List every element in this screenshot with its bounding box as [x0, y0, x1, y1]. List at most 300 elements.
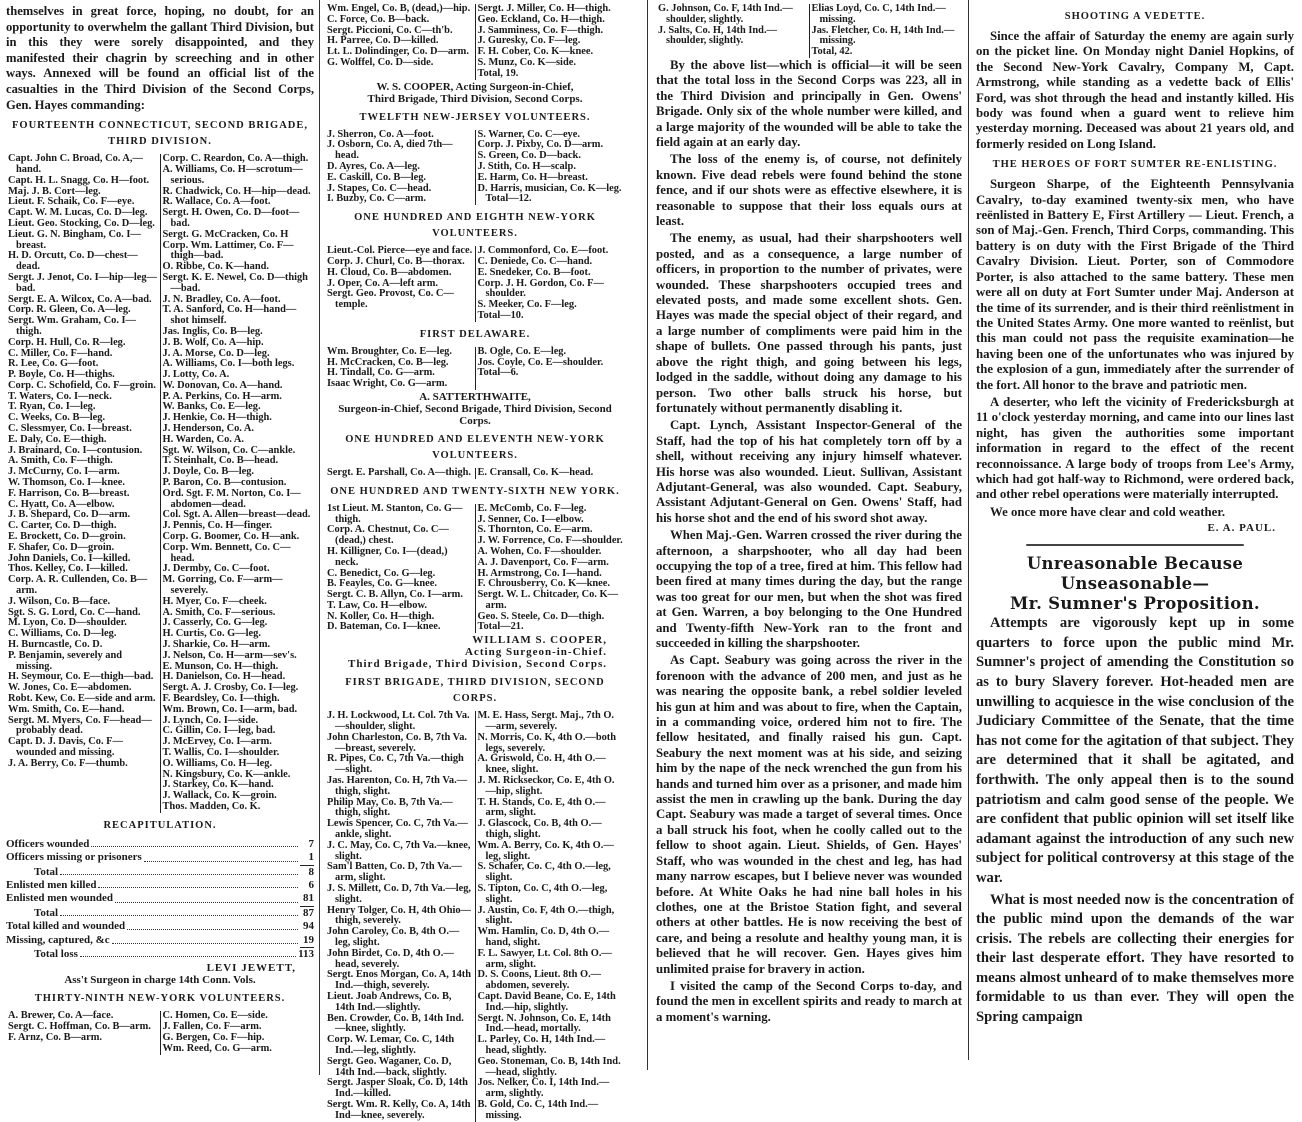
casualty-entry: C. Gillin, Co. I—leg, bad.: [162, 725, 276, 737]
casualty-entry: T. Wallis, Co. I—shoulder.: [162, 746, 280, 758]
casualty-list: [325, 246, 625, 322]
casualty-entry: Capt. H. L. Snagg, Co. H—foot.: [8, 174, 150, 186]
column-1: [6, 4, 314, 1076]
casualty-list-right-column: [476, 468, 626, 479]
paragraph: Since the affair of Saturday the enemy are again surly on the picket line. On Monday night Daniel Hopkins, of the Second New-York Cavalry, Company M, Capt. Armstrong, while standing as a vedette back of Ellis' Ford, was shot through the head and instantly killed. His body was found when a guard went to relieve him yesterday morning. Deceased was about 21 years old, and formerly resided on Long Island.: [976, 29, 1294, 151]
casualty-entry: Sgt. S. G. Lord, Co. C—hand.: [8, 606, 141, 618]
casualty-entry: J. Wilson, Co. B—face.: [8, 595, 111, 607]
casualty-entry: Wm. Smith, Co. E—hand.: [8, 703, 125, 715]
casualty-entry: S. Tipton, Co. C, 4th O.—leg, slight.: [477, 883, 608, 905]
casualty-entry: B. Gold, Co. C, 14th Ind.—missing.: [477, 1098, 599, 1121]
casualty-entry: Ben. Crowder, Co. B, 14th Ind.—knee, slightly.: [327, 1012, 464, 1035]
casualty-entry: W. Donovan, Co. A—hand.: [162, 379, 283, 391]
casualty-entry: G. Bergen, Co. F—hip.: [162, 1032, 265, 1044]
recap-label: Total: [34, 906, 59, 919]
casualty-entry: P. A. Perkins, Co. H—arm.: [162, 390, 282, 402]
recap-label: Enlisted men wounded: [6, 892, 113, 905]
casualty-entry: 1st Lieut. M. Stanton, Co. G—thigh.: [327, 502, 463, 525]
casualty-entry: Wm. Hamlin, Co. D, 4th O.—hand, slight.: [477, 926, 610, 949]
casualty-entry: Lt. L. Dolindinger, Co. D—arm.: [327, 46, 469, 58]
casualty-entry: J. Stapes, Co. C—head.: [327, 182, 432, 194]
signature-line: W. S. COOPER, Acting Surgeon-in-Chief,: [376, 80, 574, 93]
casualty-list-right-column: [161, 154, 315, 813]
casualty-entry: H. McCracken, Co. B—leg.: [327, 356, 449, 368]
paragraph: I visited the camp of the Second Corps to-day, and found the men in excellent spirits and ready to march at a moment's warning.: [656, 978, 962, 1024]
casualty-entry: J. Glascock, Co. B, 4th O.—thigh, slight.: [477, 818, 602, 841]
column-4: [976, 4, 1294, 1076]
casualty-entry: Jas. Fletcher, Co. H, 14th Ind.—missing.: [811, 24, 955, 47]
casualty-entry: Sergt. Jasper Sloak, Co. D, 14th Ind.—killed.: [327, 1077, 468, 1100]
dot-leader: [60, 907, 298, 916]
casualty-list-right-column: [476, 711, 626, 1121]
section-heading: RECAPITULATION.: [103, 819, 217, 831]
casualty-entry: E. Brockett, Co. D—groin.: [8, 531, 126, 543]
casualty-entry: C. Hyatt, Co. A—elbow.: [8, 498, 115, 510]
editorial-headline: [976, 554, 1294, 614]
casualty-entry: Capt. D. J. Davis, Co. F—wounded and missing.: [8, 736, 123, 758]
recap-row: [6, 934, 314, 948]
casualty-entry: P. Baron, Co. B—contusion.: [162, 477, 287, 489]
casualty-entry: Sergt. E. Parshall, Co. A—thigh.: [327, 466, 472, 478]
casualty-list: [325, 468, 625, 479]
casualty-entry: Sergt. Wm. R. Kelly, Co. A, 14th Ind—knee, severely.: [327, 1098, 471, 1121]
casualty-entry: Sergt. C. B. Allyn, Co. I—arm.: [327, 589, 463, 601]
casualty-entry: T. Waters, Co. I—neck.: [8, 390, 112, 402]
casualty-entry: J. H. Lockwood, Lt. Col. 7th Va.—shoulder, slight.: [327, 710, 470, 733]
casualty-entry: Sergt. Geo. Waganer, Co. D, 14th Ind.—back, slightly.: [327, 1055, 452, 1078]
casualty-entry: T. Ryan, Co. I—leg.: [8, 401, 96, 413]
casualty-entry: J. Sharkie, Co. H—arm.: [162, 639, 271, 651]
casualty-entry: Corp. A. R. Cullenden, Co. B—arm.: [8, 574, 148, 597]
recap-value: 81: [300, 892, 314, 906]
recap-row: [6, 948, 314, 961]
casualty-list-left-column: [6, 1011, 161, 1054]
casualty-entry: O. Ribbe, Co. K—hand.: [162, 261, 270, 273]
column-2: [325, 3, 625, 1121]
recap-value: 6: [308, 878, 314, 891]
casualty-list: [325, 711, 625, 1121]
casualty-entry: Sergt. Enos Morgan, Co. A, 14th Ind.—thigh, severely.: [327, 969, 472, 992]
paragraph: What is most needed now is the concentration of the public mind upon the demands of the war crisis. The rebels are collecting their energies for their last desperate effort. They have resorted to means almost unheard of to make themselves more formidable to us than ever. They will open the Spring campaign: [976, 891, 1294, 1026]
recapitulation-table: [6, 838, 314, 962]
casualty-list-right-column: [476, 347, 626, 390]
casualty-list-left-column: [325, 4, 476, 80]
recap-value: 94: [303, 920, 314, 933]
signature-line: Acting Surgeon-in-Chief.: [465, 646, 607, 659]
casualty-entry: Sergt. J. Miller, Co. H—thigh.: [477, 3, 611, 14]
casualty-entry: C. Deniede, Co. C—hand.: [477, 255, 593, 267]
recap-value: 7: [308, 837, 314, 850]
signature: [6, 962, 314, 986]
casualty-entry: A. Smith, Co. F—thigh.: [8, 455, 113, 467]
paragraph: Capt. Lynch, Assistant Inspector-General of the Staff, had the top of his hat completely torn off by a shell, without receiving any injury himself whatever. His horse was also wounded. Lieut. Sullivan, Assistant Adjutant-General, was also wounded. Capt. Seabury, Assistant Adjutant-General on Gen. Owens' Staff, had his horse shot and the end of his sword shot away.: [656, 418, 962, 525]
casualty-entry: John Caroley, Co. B, 4th O.—leg, slight.: [327, 926, 460, 949]
recap-label: Total loss: [34, 948, 78, 961]
casualty-entry: Jos. Coyle, Co. E—shoulder.: [477, 356, 604, 368]
recap-value: 1: [300, 851, 314, 865]
casualty-entry: J. Lotty, Co. A.: [162, 369, 230, 381]
casualty-list: [656, 4, 962, 58]
casualty-entry: Sergt. N. Johnson, Co. E, 14th Ind.—head, mortally.: [477, 1012, 611, 1035]
casualty-entry: Robt. Kew, Co. E—side and arm.: [8, 693, 156, 704]
casualty-entry: Sergt. A. J. Crosby, Co. I—leg.: [162, 682, 299, 694]
casualty-entry: E. Daly, Co. E—thigh.: [8, 433, 107, 445]
casualty-entry: Sergt. Geo. Provost, Co. C—temple.: [327, 288, 454, 311]
signature-line: LEVI JEWETT,: [206, 962, 296, 975]
paragraph: The loss of the enemy is, of course, not definitely known. Five dead rebels were found behind the stone fence, and if our shots were as effective elsewhere, it is reasonable to suppose that their loss equals ours at least.: [656, 152, 962, 229]
casualty-entry: J. Samminess, Co. F—thigh.: [477, 24, 604, 36]
headline-line: Mr. Sumner's Proposition.: [1010, 594, 1260, 614]
dot-leader: [112, 934, 298, 944]
casualty-entry: John Daniels, Co. I—killed.: [8, 552, 131, 564]
casualty-entry: T. A. Sanford, Co. H—hand—shot himself.: [162, 304, 297, 327]
casualty-entry: J. Sherron, Co. A—foot.: [327, 128, 434, 140]
casualty-list: [325, 347, 625, 390]
casualty-entry: O. Williams, Co. H—leg.: [162, 757, 273, 769]
casualty-entry: H. Seymour, Co. E—thigh—bad.: [8, 671, 154, 683]
casualty-list-left-column: [325, 347, 476, 390]
casualty-entry: S. Schafer, Co. C, 4th O.—leg, slight.: [477, 861, 611, 884]
signature-line: Third Brigade, Third Division, Second Corps.: [348, 658, 607, 671]
dot-leader: [127, 920, 298, 929]
casualty-entry: C. Force, Co. B—back.: [327, 13, 430, 25]
casualty-entry: Sergt. J. Jenot, Co. I—hip—leg—bad.: [8, 271, 157, 294]
casualty-entry: Sergt. W. L. Chitcader, Co. K—arm.: [477, 589, 618, 611]
casualty-entry: J. Doyle, Co. B—leg.: [162, 466, 254, 478]
casualty-entry: A. Griswold, Co. H, 4th O.—knee, slight.: [477, 753, 606, 776]
dot-leader: [98, 879, 298, 888]
recap-row: [6, 907, 314, 920]
recap-value: 19: [300, 934, 314, 948]
recap-label: Enlisted men killed: [6, 878, 97, 891]
signature-line: WILLIAM S. COOPER,: [472, 634, 607, 647]
casualty-entry: John Birdet, Co. D, 4th O.—head, severely.: [327, 947, 454, 970]
casualty-entry: Sgt. W. Wilson, Co. C—ankle.: [162, 444, 296, 456]
casualty-entry: Elias Loyd, Co. C, 14th Ind.—missing.: [811, 3, 946, 25]
casualty-entry: H. Burncastle, Co. D.: [8, 639, 103, 651]
casualty-list-right-column: [476, 246, 626, 322]
casualty-entry: Henry Tolger, Co. H, 4th Ohio—thigh, severely.: [327, 904, 471, 927]
casualty-entry: J. Henkie, Co. H—thigh.: [162, 412, 272, 424]
paragraph: Attempts are vigorously kept up in some quarters to force upon the public mind Mr. Sumner's project of amending the Constitution so as to bury Slavery forever. Hot-headed men are unwilling to acquiesce in the wise conclusion of the Judiciary Committee of the Senate, that the time has not come for the agitation of that subject. They are determined that it shall be agitated, and forthwith. The only appeal then is to the sound patriotism and calm good sense of the people. We are confident that public opinion will set itself like adamant against the introduction of any such new subject for political controversy at this stage of the war.: [976, 615, 1294, 886]
signature-line: E. A. PAUL.: [1207, 522, 1276, 535]
casualty-list-left-column: [325, 130, 476, 206]
casualty-entry: W. Banks, Co. E—leg.: [162, 401, 261, 413]
casualty-entry: N. Morris, Co. K, 4th O.—both legs, severely.: [477, 731, 617, 754]
casualty-entry: Sergt. K. E. Newel, Co. D—thigh—bad.: [162, 271, 308, 294]
casualty-entry: N. Kingsbury, Co. K—ankle.: [162, 768, 291, 780]
signature: [976, 522, 1294, 534]
casualty-entry: A. Smith, Co. F—serious.: [162, 606, 276, 618]
casualty-entry: H. Myer, Co. F—cheek.: [162, 595, 267, 607]
signature-line: Third Brigade, Third Division, Second Corps.: [367, 92, 583, 105]
column-rule: [647, 0, 648, 1070]
casualty-entry: C. Weeks, Co. B—leg.: [8, 412, 106, 424]
casualty-entry: H. D. Orcutt, Co. D—chest—dead.: [8, 250, 138, 273]
section-heading: FOURTEENTH CONNECTICUT, SECOND BRIGADE, THIRD DIVISION.: [11, 120, 308, 148]
casualty-entry: D. Bateman, Co. I—knee.: [327, 621, 441, 633]
recap-row: [6, 879, 314, 892]
casualty-entry: E. Snedeker, Co. B—foot.: [477, 266, 591, 278]
casualty-entry: Lieut. G. N. Bingham, Co. I—breast.: [8, 228, 141, 251]
casualty-entry: Col. Sgt. A. Allen—breast—dead.: [162, 509, 311, 521]
casualty-entry: J. Wallack, Co. K—groin.: [162, 790, 277, 802]
casualty-entry: H. Curtis, Co. G—leg.: [162, 628, 261, 640]
casualty-entry: J. Commonford, Co. E—foot.: [477, 245, 609, 257]
casualty-entry: H. Warden, Co. A.: [162, 433, 245, 445]
casualty-entry: Corp. Wm. Bennett, Co. C—head.: [162, 541, 291, 564]
casualty-entry: Total—6.: [477, 367, 519, 379]
casualty-entry: Geo. Stoneman, Co. B, 14th Ind.—head, slightly.: [477, 1055, 621, 1078]
recap-label: Total: [34, 865, 59, 878]
casualty-entry: J. Oper, Co. A—left arm.: [327, 277, 439, 289]
casualty-entry: C. Homen, Co. E—side.: [162, 1010, 268, 1022]
recap-row: [6, 920, 314, 933]
casualty-entry: Sergt. Piccioni, Co. C—th'b.: [327, 24, 453, 36]
casualty-entry: Capt. David Beane, Co. E, 14th Ind.—hip, slightly.: [477, 991, 616, 1013]
casualty-entry: Lieut.-Col. Pierce—eye and face.: [327, 245, 473, 257]
casualty-entry: Corp. J. Pixby, Co. D—arm.: [477, 139, 604, 151]
casualty-entry: Corp. R. Gleen, Co. A—leg.: [8, 304, 131, 316]
casualty-entry: Corp. W. Lemar, Co. C, 14th Ind.—leg, slightly.: [327, 1034, 455, 1056]
casualty-entry: J. Pennis, Co. H—finger.: [162, 520, 273, 532]
casualty-entry: Isaac Wright, Co. G—arm.: [327, 378, 448, 390]
casualty-entry: B. Ogle, Co. E—leg.: [477, 345, 567, 357]
paragraph: Surgeon Sharpe, of the Eighteenth Pennsylvania Cavalry, to-day examined twenty-six men, who have reënlisted in Battery E, First Artillery — Lieut. French, a son of Maj.-Gen. French, Third Corps, commanding. This battery is on duty with the First Brigade of the Third Cavalry Division. Lieut. Porter, son of Commodore Porter, is also attached to the same battery. These men were all on duty at Fort Sumter under Maj. Anderson at the time of its surrender, and is their third reënlistment in the United States Army. One more wanted to reënlist, but this man could not pass the requisite examination—he having been one of the unfortunates who was injured by the explosion of a gun, immediately after the surrender of the fort. All honor to the brave and patriotic men.: [976, 177, 1294, 392]
paragraph: When Maj.-Gen. Warren crossed the river during the afternoon, a sharpshooter, who all day had been occupying the top of a tree, fired at him. This fellow had been fired at many times during the day, but the range was too great for our men, but when the shot was fired at Gen. Warren, a boy belonging to the One Hundred and Twenty-fifth New-York ran to the front and succeeded in killing the sharpshooter.: [656, 528, 962, 651]
casualty-entry: Philip May, Co. B, 7th Va.—thigh, slight.: [327, 796, 453, 819]
recap-value: 87: [303, 906, 314, 919]
casualty-entry: J. Henderson, Co. A.: [162, 423, 255, 435]
casualty-entry: Geo. Eckland, Co. H—thigh.: [477, 13, 605, 25]
recap-row: [6, 892, 314, 906]
casualty-list-right-column: [810, 4, 963, 58]
casualty-list-left-column: [325, 711, 476, 1121]
casualty-entry: Corp. H. Hull, Co. R—leg.: [8, 336, 126, 348]
paragraph: The enemy, as usual, had their sharpshooters well posted, and as a consequence, a large number of officers, in proportion to the number of privates, were wounded. These sharpshooters occupied trees and elevated posts, and made some excellent shots. Gen. Hayes was made the special object of their regard, and a large number of compliments were paid him in the shape of bullets. One passed through his pants, just above the right thigh, and going between his legs, lodged in the saddle, without doing any damage to his person. Two other balls struck his horse, but fortunately without permanently disabling it.: [656, 231, 962, 415]
casualty-entry: A. Wohen, Co. F—shoulder.: [477, 545, 602, 557]
casualty-entry: Wm. Brown, Co. I—arm, bad.: [162, 703, 298, 715]
casualty-entry: Lieut. Joab Andrews, Co. B, 14th Ind.—slightly.: [327, 991, 452, 1013]
casualty-entry: D. S. Coons, Lieut. 8th O.—abdomen, severely.: [477, 969, 602, 992]
casualty-entry: J. B. Shepard, Co. D—arm.: [8, 509, 131, 521]
casualty-entry: F. Beardsley, Co. I—thigh.: [162, 693, 280, 704]
casualty-list: [325, 4, 625, 80]
casualty-entry: E. Harm, Co. H—breast.: [477, 171, 588, 183]
casualty-list: [325, 130, 625, 206]
column-rule: [968, 0, 969, 1060]
casualty-list: [325, 504, 625, 634]
casualty-entry: Corp. J. Churl, Co. B—thorax.: [327, 255, 465, 267]
casualty-entry: John Charleston, Co. B, 7th Va.—breast, severely.: [327, 731, 468, 754]
casualty-entry: F. Harrison, Co. B—breast.: [8, 487, 130, 499]
casualty-entry: J. Osborn, Co. A, died 7th—head.: [327, 139, 453, 162]
casualty-entry: Lewis Spencer, Co. C, 7th Va.—ankle, slight.: [327, 818, 468, 841]
casualty-entry: J. Senner, Co. I—elbow.: [477, 513, 584, 525]
casualty-entry: D. Ayres, Co. A—leg.: [327, 160, 420, 172]
casualty-entry: Capt. W. M. Lucas, Co. D—leg.: [8, 207, 148, 219]
recap-label: Total killed and wounded: [6, 920, 126, 933]
casualty-entry: S. Thornton, Co. E—arm.: [477, 524, 593, 536]
casualty-entry: W. Thomson, Co. I—knee.: [8, 477, 125, 489]
casualty-entry: B. Feayles, Co. G—knee.: [327, 578, 437, 590]
casualty-entry: J. Fallen, Co. F—arm.: [162, 1021, 262, 1033]
casualty-entry: J. N. Bradley, Co. A—foot.: [162, 293, 281, 305]
recap-label: Officers wounded: [6, 837, 90, 850]
casualty-entry: Corp. G. Boomer, Co. H—ank.: [162, 531, 300, 543]
casualty-list-right-column: [161, 1011, 315, 1054]
casualty-entry: T. Law, Co. H—elbow.: [327, 599, 427, 611]
casualty-entry: Thos. Kelley, Co. I—killed.: [8, 563, 128, 575]
casualty-entry: A. Williams, Co. H—scrotum—serious.: [162, 163, 303, 186]
casualty-entry: J. W. Forrence, Co. F—shoulder.: [477, 535, 623, 547]
casualty-entry: Ord. Sgt. F. M. Norton, Co. I—abdomen—dead.: [162, 487, 301, 510]
casualty-list-right-column: [476, 130, 626, 206]
casualty-entry: M. Gorring, Co. F—arm—severely.: [162, 574, 283, 597]
casualty-entry: C. Carter, Co. D—thigh.: [8, 520, 117, 532]
casualty-entry: Jos. Nelker, Co. I, 14th Ind.—arm, slightly.: [477, 1077, 610, 1100]
casualty-entry: Jas. Harenton, Co. H, 7th Va.—thigh, slight.: [327, 775, 468, 797]
section-heading: THIRTY-NINTH NEW-YORK VOLUNTEERS.: [34, 993, 286, 1005]
signature: [325, 634, 625, 670]
signature: [325, 81, 625, 105]
casualty-entry: A. J. Davenport, Co. F—arm.: [477, 556, 609, 568]
casualty-entry: T. H. Stands, Co. E, 4th O.—arm, slight.: [477, 796, 606, 819]
casualty-entry: Total, 42.: [811, 46, 853, 58]
section-heading: FIRST BRIGADE, THIRD DIVISION, SECOND CORPS.: [345, 677, 605, 705]
casualty-entry: S. Meeker, Co. F—leg.: [477, 299, 577, 311]
casualty-entry: J. Guresky, Co. F—leg.: [477, 35, 581, 47]
casualty-list-left-column: [325, 246, 476, 322]
casualty-entry: J. McCurny, Co. I—arm.: [8, 466, 120, 478]
dot-leader: [115, 892, 298, 902]
dot-leader: [80, 948, 296, 957]
casualty-entry: H. Killigner, Co. I—(dead,) neck.: [327, 545, 448, 568]
signature-line: A. SATTERTHWAITE,: [419, 390, 531, 403]
headline-line: Unreasonable Because Unseasonable—: [1026, 554, 1244, 594]
recap-row: [6, 838, 314, 851]
casualty-entry: P. Benjamin, severely and missing.: [8, 649, 123, 672]
casualty-entry: Corp. J. H. Gordon, Co. F—shoulder.: [477, 277, 604, 300]
recap-value: 113: [298, 948, 314, 961]
casualty-entry: W. Jones, Co. E—abdomen.: [8, 682, 132, 694]
casualty-list-left-column: [656, 4, 810, 58]
paragraph: By the above list—which is official—it will be seen that the total loss in the Second Corps was 223, all in the Third Division and principally in Gen. Owens' Brigade. Only six of the whole number were killed, and a large majority of the wounded will be able to take the field again at an early day.: [656, 57, 962, 150]
casualty-entry: J. Starkey, Co. K—hand.: [162, 779, 274, 791]
casualty-entry: H. Tindall, Co. G—arm.: [327, 367, 435, 379]
casualty-entry: J. Nelson, Co. H—arm—sev's.: [162, 649, 297, 661]
dot-leader: [144, 851, 298, 861]
signature: [325, 391, 625, 427]
casualty-entry: L. Parley, Co. H, 14th Ind.—head, slightly.: [477, 1034, 606, 1056]
paragraph: We once more have clear and cold weather.: [990, 504, 1226, 519]
casualty-entry: M. E. Hass, Sergt. Maj., 7th O.—arm, severely.: [477, 710, 615, 733]
casualty-entry: Sergt. E. A. Wilcox, Co. A—bad.: [8, 293, 152, 305]
casualty-entry: S. Munz, Co. K—side.: [477, 56, 576, 68]
casualty-entry: F. L. Sawyer, Lt. Col. 8th O.—arm, slight.: [477, 947, 612, 970]
casualty-entry: G. Johnson, Co. F, 14th Ind.—shoulder, slightly.: [658, 3, 793, 25]
casualty-entry: Wm. Reed, Co. G—arm.: [162, 1042, 272, 1054]
casualty-entry: A. Williams, Co. I—both legs.: [162, 358, 295, 370]
casualty-entry: E. Munson, Co. H—thigh.: [162, 660, 279, 672]
column-rule: [319, 0, 320, 1075]
casualty-entry: Sergt. H. Owen, Co. D—foot—bad.: [162, 207, 300, 229]
casualty-entry: J. B. Wolf, Co. A—hip.: [162, 336, 264, 348]
casualty-list-left-column: [325, 468, 476, 479]
casualty-entry: E. Cransall, Co. K—head.: [477, 466, 594, 478]
casualty-entry: M. Lyon, Co. D—shoulder.: [8, 617, 127, 629]
casualty-entry: Lieut. F. Schaik, Co. F—eye.: [8, 196, 135, 208]
casualty-entry: J. Brainard, Co. I—contusion.: [8, 444, 143, 456]
casualty-entry: E. McComb, Co. F—leg.: [477, 502, 587, 514]
casualty-entry: S. Warner, Co. C—eye.: [477, 128, 580, 140]
casualty-entry: R. Wallace, Co. A—foot.: [162, 196, 271, 208]
casualty-entry: I. Buzby, Co. C—arm.: [327, 193, 427, 205]
casualty-entry: Wm. Broughter, Co. E—leg.: [327, 345, 452, 357]
casualty-list-left-column: [325, 504, 476, 634]
recap-value: 8: [308, 865, 314, 878]
casualty-entry: F. H. Cober, Co. K—knee.: [477, 46, 594, 58]
casualty-entry: J. Austin, Co. F, 4th O.—thigh, slight.: [477, 904, 615, 927]
section-heading: ONE HUNDRED AND ELEVENTH NEW-YORK VOLUNTEERS.: [345, 433, 605, 461]
casualty-entry: Sergt. C. Hoffman, Co. B—arm.: [8, 1021, 151, 1033]
editorial-body: [976, 614, 1294, 1027]
casualty-list-right-column: [476, 504, 626, 634]
casualty-entry: F. Arnz, Co. B—arm.: [8, 1032, 102, 1044]
casualty-entry: C. Slessmyer, Co. I—breast.: [8, 423, 132, 435]
section-heading: FIRST DELAWARE.: [419, 328, 531, 340]
casualty-entry: J. C. May, Co. C, 7th Va.—knee, slight.: [327, 839, 471, 862]
casualty-entry: Jas. Inglis, Co. B—leg.: [162, 325, 263, 337]
casualty-entry: H. Cloud, Co. B—abdomen.: [327, 266, 452, 278]
casualty-entry: J. A. Berry, Co. F—thumb.: [8, 757, 128, 769]
casualty-entry: J. Stith, Co. H—scalp.: [477, 160, 576, 172]
casualty-entry: C. Miller, Co. F—hand.: [8, 347, 113, 359]
casualty-entry: A. Brewer, Co. A—face.: [8, 1010, 114, 1022]
paragraph: As Capt. Seabury was going across the river in the forenoon with the advance of 200 men, and just as he was nearing the opposite bank, a rebel soldier leveled his gun at him and was about to fire, when the Captain, in a commanding voice, ordered him not to fire. The fellow hesitated, and finally raised his gun. Capt. Seabury the next moment was at his side, and seizing him by the nape of the neck wrenched the gun from his hands and turned him over as a prisoner, and made him assist the men in crawling up the bank. During the day Capt. Seabury was made a target of several times. Once a ball struck his foot, when he coolly called out to the fellow to shoot again. Lieut. Shields, of Gen. Hayes' Staff, who was wounded in the chest and leg, has had many narrow escapes, but I believe never was wounded before. At White Oaks he had nine ball holes in his clothes, one at the Bristoe Station fight, and several others at other battles. He is now receiving the best of care, and being a resolute and healthy young man, it is believed that he will recover. Gen. Hayes gives him unlimited praise for bravery in action.: [656, 653, 962, 976]
casualty-entry: J. M. Rickseckor, Co. E, 4th O.—hip, slight.: [477, 775, 615, 797]
casualty-entry: R. Pipes, Co. C, 7th Va.—thigh—slight.: [327, 753, 464, 776]
casualty-entry: J. Dermby, Co. C—foot.: [162, 563, 270, 575]
casualty-entry: Sergt. G. McCracken, Co. H: [162, 228, 289, 240]
casualty-entry: E. Caskill, Co. B—leg.: [327, 171, 427, 183]
recap-row: [6, 866, 314, 879]
casualty-entry: D. Harris, musician, Co. K—leg. Total—12.: [477, 182, 622, 205]
section-heading: SHOOTING A VEDETTE.: [1064, 11, 1206, 22]
casualty-entry: F. Shafer, Co. D—groin.: [8, 541, 115, 553]
casualty-entry: Sergt. M. Myers, Co. F—head—probably dead.: [8, 714, 152, 737]
casualty-entry: T. Steinhalt, Co. B—head.: [162, 455, 279, 467]
casualty-entry: Corp. C. Reardon, Co. A—thigh.: [162, 153, 309, 165]
casualty-entry: R. Chadwick, Co. H—hip—dead.: [162, 185, 311, 197]
casualty-entry: Corp. A. Chestnut, Co. C—(dead,) chest.: [327, 524, 449, 547]
casualty-entry: J. Salts, Co. H, 14th Ind.—shoulder, slightly.: [658, 24, 777, 47]
casualty-entry: J. A. Morse, Co. D—leg.: [162, 347, 270, 359]
casualty-entry: P. Boyle, Co. H—thighs.: [8, 369, 115, 381]
casualty-entry: J. McErvey, Co. I—arm.: [162, 736, 272, 748]
dot-leader: [91, 838, 298, 847]
casualty-entry: Maj. J. B. Cort—leg.: [8, 185, 101, 197]
section-heading: THE HEROES OF FORT SUMTER RE-ENLISTING.: [992, 159, 1278, 171]
casualty-entry: Lieut. Geo. Stocking, Co. D—leg.: [8, 217, 155, 229]
paragraph: A deserter, who left the vicinity of Fredericksburgh at 11 o'clock yesterday morning, and came into our lines last night, has given the authorities some important information in regard to the effect of the recent reconnoissance. A large body of troops from Lee's Army, which had got half-way to Richmond, were ordered back, and other rebel operations were materially interrupted.: [976, 394, 1294, 502]
casualty-entry: Wm. Engel, Co. B, (dead,)—hip.: [327, 3, 471, 14]
casualty-entry: Corp. C. Schofield, Co. F—groin.: [8, 379, 156, 391]
casualty-entry: H. Parree, Co. D—killed.: [327, 35, 439, 47]
signature-line: Ass't Surgeon in charge 14th Conn. Vols.: [64, 974, 256, 987]
casualty-entry: Total—10.: [477, 309, 524, 321]
casualty-entry: Total, 19.: [477, 67, 519, 79]
